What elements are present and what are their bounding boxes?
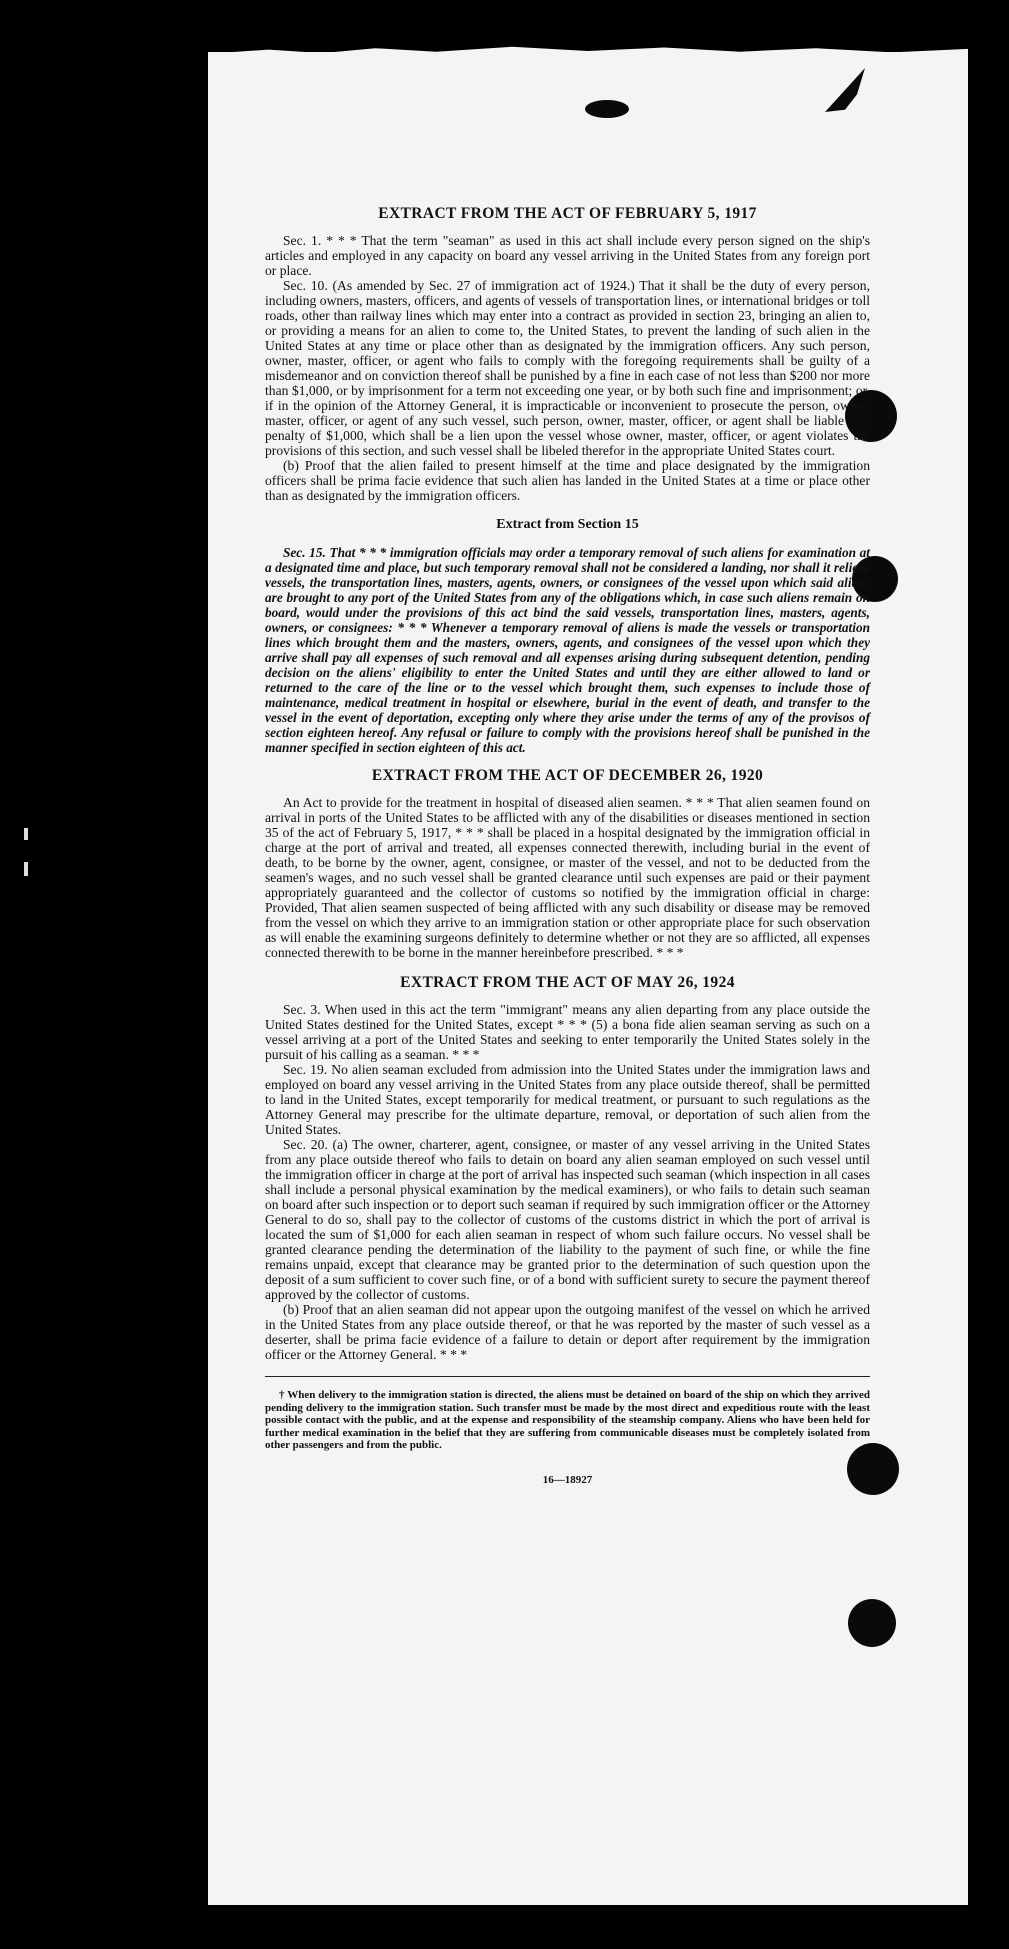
heading-act-1917: EXTRACT FROM THE ACT OF FEBRUARY 5, 1917 bbox=[378, 205, 757, 222]
footnote: † When delivery to the immigration station is directed, the aliens must be detained on board of the ship on which they arrived pending delivery to the immigration station. Such transfer must be made by the most direct and expeditious route with the least possible contact with the public, and at the expense and responsibility of the steamship company. Aliens who have been held for further medical examination in the belief that they are suffering from communicable diseases must be completely isolated from other passengers and from the public. bbox=[265, 1389, 870, 1451]
paragraph-sec20: Sec. 20. (a) The owner, charterer, agent, consignee, or master of any vessel arriving in the United States from any place outside thereof who fails to detain on board any alien seaman employed on such vessel until the immigration officer in charge at the port of arrival has inspected such seaman (which inspection in all cases shall include a personal physical examination by the medical examiners), or who fails to detain such seaman on board after such inspection or to deport such seaman if required by such immigration officer or the Attorney General to do so, shall pay to the collector of customs of the customs district in which the port of arrival is located the sum of $1,000 for each alien seaman in respect of whom such failure occurs. No vessel shall be granted clearance pending the determination of the liability to the payment of such fine, or while the fine remains unpaid, except that clearance may be granted prior to the determination of such question upon the deposit of a sum sufficient to cover such fine, or of a bond with sufficient surety to secure the payment thereof approved by the collector of customs. bbox=[265, 1137, 870, 1302]
heading-section-15: Extract from Section 15 bbox=[496, 517, 639, 532]
footnote-rule bbox=[265, 1376, 870, 1377]
edge-mark bbox=[24, 828, 28, 840]
punch-hole bbox=[848, 1599, 896, 1647]
paragraph-sec10-b: (b) Proof that the alien failed to present himself at the time and place designated by the immigration officers shall be prima facie evidence that such alien has landed in the United States at a time or place other than as designated by the immigration officers. bbox=[265, 458, 870, 503]
document-text bbox=[265, 205, 870, 1486]
paragraph-sec10: Sec. 10. (As amended by Sec. 27 of immigration act of 1924.) That it shall be the duty of every person, including owners, masters, officers, and agents of vessels of transportation lines, or international bridges or toll roads, other than railway lines which may enter into a contract as provided in section 23, bringing an alien to, or providing a means for an alien to come to, the United States, to prevent the landing of such alien in the United States at any time or place other than as designated by the immigration officers. Any such person, owner, master, officer, or agent who fails to comply with the foregoing requirements shall be guilty of a misdemeanor and on conviction thereof shall be punished by a fine in each case of not less than $200 nor more than $1,000, or by imprisonment for a term not exceeding one year, or by both such fine and imprisonment; or, if in the opinion of the Attorney General, it is impracticable or inconvenient to prosecute the person, owner, master, officer, or agent of any such vessel, such person, owner, master, officer, or agent shall be liable to a penalty of $1,000, which shall be a lien upon the vessel whose owner, master, officer, or agent violates the provisions of this section, and such vessel shall be libeled therefor in the appropriate United States court. bbox=[265, 278, 870, 458]
ink-blot bbox=[585, 100, 629, 118]
paragraph-sec19: Sec. 19. No alien seaman excluded from admission into the United States under the immigration laws and employed on board any vessel arriving in the United States from any place outside thereof, shall be permitted to land in the United States, except temporarily for medical treatment, or pursuant to such regulations as the Attorney General may prescribe for the ultimate departure, removal, or deportation of such alien from the United States. bbox=[265, 1062, 870, 1137]
paragraph-sec3: Sec. 3. When used in this act the term "immigrant" means any alien departing from any place outside the United States destined for the United States, except * * * (5) a bona fide alien seaman serving as such on a vessel arriving at a port of the United States and seeking to enter temporarily the United States solely in the pursuit of his calling as a seaman. * * * bbox=[265, 1002, 870, 1062]
paragraph-sec15: Sec. 15. That * * * immigration officials may order a temporary removal of such aliens for examination at a designated time and place, but such temporary removal shall not be considered a landing, nor shall it relieve vessels, the transportation lines, masters, agents, owners, or consignees of the vessel upon which said aliens are brought to any port of the United States from any of the obligations which, in case such aliens remain on board, would under the provisions of this act bind the said vessels, transportation lines, masters, agents, owners, or consignees: * * * Whenever a temporary removal of aliens is made the vessels or transportation lines which brought them and the masters, owners, agents, and consignees of the vessel upon which they arrive shall pay all expenses of such removal and all expenses arising during subsequent detention, pending decision on the aliens' eligibility to enter the United States and until they are either allowed to land or returned to the care of the line or to the vessel which brought them, such expenses to include those of maintenance, medical treatment in hospital or elsewhere, burial in the event of death, and transfer to the vessel in the event of deportation, excepting only where they arise under the terms of any of the provisos of section eighteen hereof. Any refusal or failure to comply with the provisions hereof shall be punished in the manner specified in section eighteen of this act. bbox=[265, 545, 870, 755]
edge-mark bbox=[24, 862, 28, 876]
form-number: 16—18927 bbox=[542, 1473, 593, 1486]
paragraph-sec20-b: (b) Proof that an alien seaman did not appear upon the outgoing manifest of the vessel on which he arrived in the United States from any place outside thereof, or that he was reported by the master of such vessel as a deserter, shall be prima facie evidence of a failure to detain or deport after requirement by the immigration officer or the Attorney General. * * * bbox=[265, 1302, 870, 1362]
paragraph-act-1920: An Act to provide for the treatment in hospital of diseased alien seamen. * * * That alien seamen found on arrival in ports of the United States to be afflicted with any of the disabilities or diseases mentioned in section 35 of the act of February 5, 1917, * * * shall be placed in a hospital designated by the immigration official in charge at the port of arrival and treated, all expenses connected therewith, including burial in the event of death, to be borne by the owner, agent, consignee, or master of the vessel, and not to be deducted from the seamen's wages, and no such vessel shall be granted clearance until such expenses are paid or their payment appropriately guaranteed and the collector of customs so notified by the immigration official in charge: Provided, That alien seamen suspected of being afflicted with any such disability or disease may be removed from the vessel on which they arrive to an immigration station or other appropriate place for such observation as will enable the examining surgeons definitely to determine whether or not they are so afflicted, all expenses connected therewith to be borne in the manner hereinbefore prescribed. * * * bbox=[265, 795, 870, 960]
heading-act-1920: EXTRACT FROM THE ACT OF DECEMBER 26, 1920 bbox=[371, 767, 764, 784]
paragraph-sec1: Sec. 1. * * * That the term "seaman" as used in this act shall include every person signed on the ship's articles and employed in any capacity on board any vessel arriving in the United States from any foreign port or place. bbox=[265, 233, 870, 278]
heading-act-1924: EXTRACT FROM THE ACT OF MAY 26, 1924 bbox=[400, 974, 735, 991]
